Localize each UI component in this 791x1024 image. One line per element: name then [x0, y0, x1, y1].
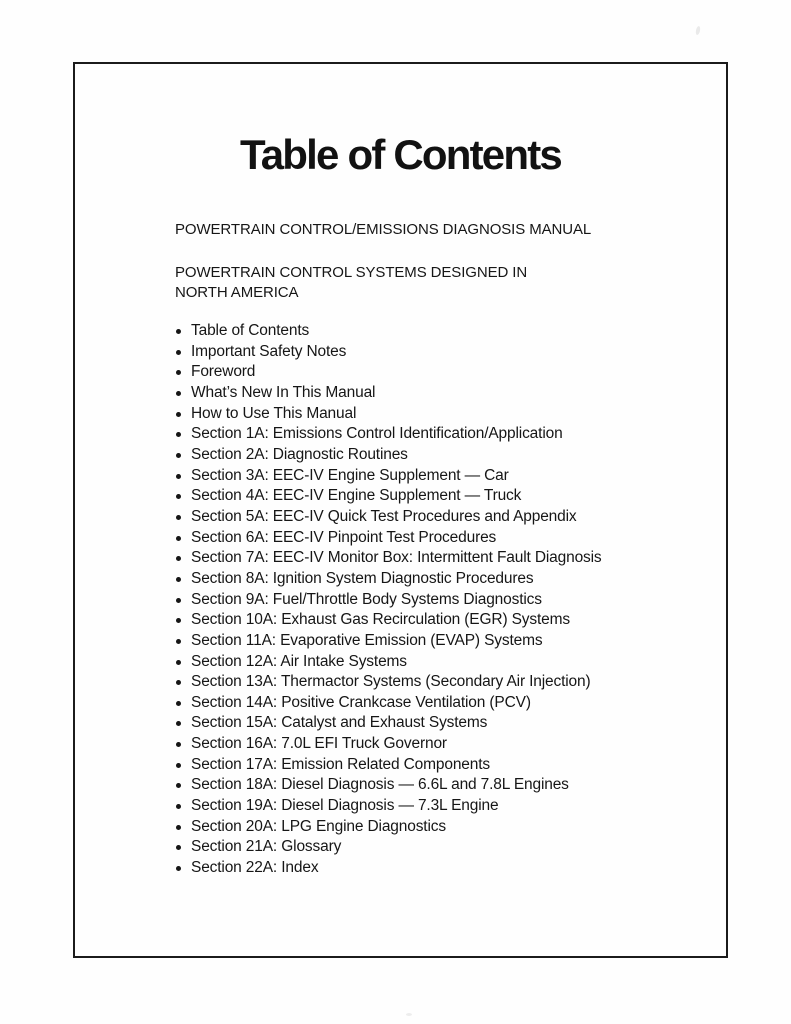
toc-item: [175, 775, 602, 796]
toc-item-label: Section 17A: Emission Related Components: [191, 755, 490, 773]
bullet-icon: [176, 432, 181, 437]
bullet-icon: [176, 845, 181, 850]
toc-item: [175, 507, 602, 528]
bullet-icon: [176, 370, 181, 375]
toc-item: [175, 693, 602, 714]
toc-item: [175, 858, 602, 879]
toc-item: [175, 713, 602, 734]
toc-item: [175, 342, 602, 363]
toc-item: [175, 610, 602, 631]
bullet-icon: [176, 515, 181, 520]
bullet-icon: [176, 825, 181, 830]
toc-list: [175, 321, 602, 879]
toc-item: [175, 424, 602, 445]
bullet-icon: [176, 804, 181, 809]
toc-item: [175, 548, 602, 569]
bullet-icon: [176, 742, 181, 747]
bullet-icon: [176, 329, 181, 334]
toc-item-label: Section 7A: EEC-IV Monitor Box: Intermittent Fault Diagnosis: [191, 549, 602, 567]
toc-item: [175, 404, 602, 425]
toc-item-label: Section 21A: Glossary: [191, 838, 342, 856]
toc-item-label: Section 1A: Emissions Control Identification/Application: [191, 425, 563, 443]
systems-heading-line2: NORTH AMERICA: [175, 283, 299, 301]
toc-item: [175, 631, 602, 652]
toc-item: [175, 817, 602, 838]
bullet-icon: [176, 866, 181, 871]
toc-item: [175, 569, 602, 590]
toc-item-label: Section 6A: EEC-IV Pinpoint Test Procedures: [191, 528, 497, 546]
toc-item-label: Section 13A: Thermactor Systems (Secondary Air Injection): [191, 673, 591, 691]
toc-item-label: Section 2A: Diagnostic Routines: [191, 445, 408, 463]
bullet-icon: [176, 494, 181, 499]
toc-item-label: Section 22A: Index: [191, 859, 319, 877]
toc-item: [175, 383, 602, 404]
systems-heading-line1: POWERTRAIN CONTROL SYSTEMS DESIGNED IN: [175, 264, 528, 281]
scan-artifact-icon: [695, 26, 701, 36]
toc-item-label: Section 11A: Evaporative Emission (EVAP) Systems: [191, 631, 543, 649]
toc-item: [175, 734, 602, 755]
toc-item: [175, 672, 602, 693]
page-title: Table of Contents: [240, 131, 561, 178]
toc-item: [175, 590, 602, 611]
bullet-icon: [176, 639, 181, 644]
toc-item-label: Section 20A: LPG Engine Diagnostics: [191, 817, 446, 835]
toc-item-label: Section 8A: Ignition System Diagnostic Procedures: [191, 569, 534, 587]
toc-item: [175, 445, 602, 466]
toc-item: [175, 528, 602, 549]
bullet-icon: [176, 556, 181, 561]
toc-item: [175, 652, 602, 673]
bullet-icon: [176, 660, 181, 665]
scan-artifact-icon: [406, 1013, 412, 1016]
bullet-icon: [176, 618, 181, 623]
toc-item-label: Section 18A: Diesel Diagnosis — 6.6L and 7.8L Engines: [191, 776, 569, 794]
toc-item-label: Section 15A: Catalyst and Exhaust Systems: [191, 714, 488, 732]
toc-item-label: Section 14A: Positive Crankcase Ventilation (PCV): [191, 693, 531, 711]
bullet-icon: [176, 474, 181, 479]
bullet-icon: [176, 391, 181, 396]
toc-item-label: Foreword: [191, 363, 256, 381]
bullet-icon: [176, 598, 181, 603]
bullet-icon: [176, 536, 181, 541]
toc-item-label: Important Safety Notes: [191, 342, 347, 360]
bullet-icon: [176, 453, 181, 458]
toc-item: [175, 321, 602, 342]
toc-item-label: What’s New In This Manual: [191, 383, 376, 401]
bullet-icon: [176, 680, 181, 685]
toc-item: [175, 755, 602, 776]
manual-heading: POWERTRAIN CONTROL/EMISSIONS DIAGNOSIS MANUAL: [175, 221, 592, 238]
toc-item: [175, 486, 602, 507]
bullet-icon: [176, 577, 181, 582]
bullet-icon: [176, 783, 181, 788]
toc-item-label: Section 5A: EEC-IV Quick Test Procedures and Appendix: [191, 507, 577, 525]
bullet-icon: [176, 721, 181, 726]
bullet-icon: [176, 701, 181, 706]
toc-item-label: Section 12A: Air Intake Systems: [191, 652, 407, 670]
toc-item-label: Section 4A: EEC-IV Engine Supplement — Truck: [191, 487, 522, 505]
toc-item-label: How to Use This Manual: [191, 404, 357, 422]
toc-item-label: Section 9A: Fuel/Throttle Body Systems Diagnostics: [191, 590, 542, 608]
toc-item-label: Section 19A: Diesel Diagnosis — 7.3L Engine: [191, 797, 499, 815]
toc-item-label: Section 10A: Exhaust Gas Recirculation (EGR) Systems: [191, 611, 570, 629]
toc-item: [175, 796, 602, 817]
toc-item-label: Section 16A: 7.0L EFI Truck Governor: [191, 735, 447, 753]
systems-heading: [175, 263, 527, 302]
toc-item: [175, 362, 602, 383]
toc-item: [175, 466, 602, 487]
bullet-icon: [176, 350, 181, 355]
toc-item: [175, 837, 602, 858]
toc-item-label: Table of Contents: [191, 322, 310, 339]
bullet-icon: [176, 763, 181, 768]
toc-item-label: Section 3A: EEC-IV Engine Supplement — Car: [191, 466, 509, 484]
bullet-icon: [176, 412, 181, 417]
page-border-frame: [73, 62, 728, 958]
